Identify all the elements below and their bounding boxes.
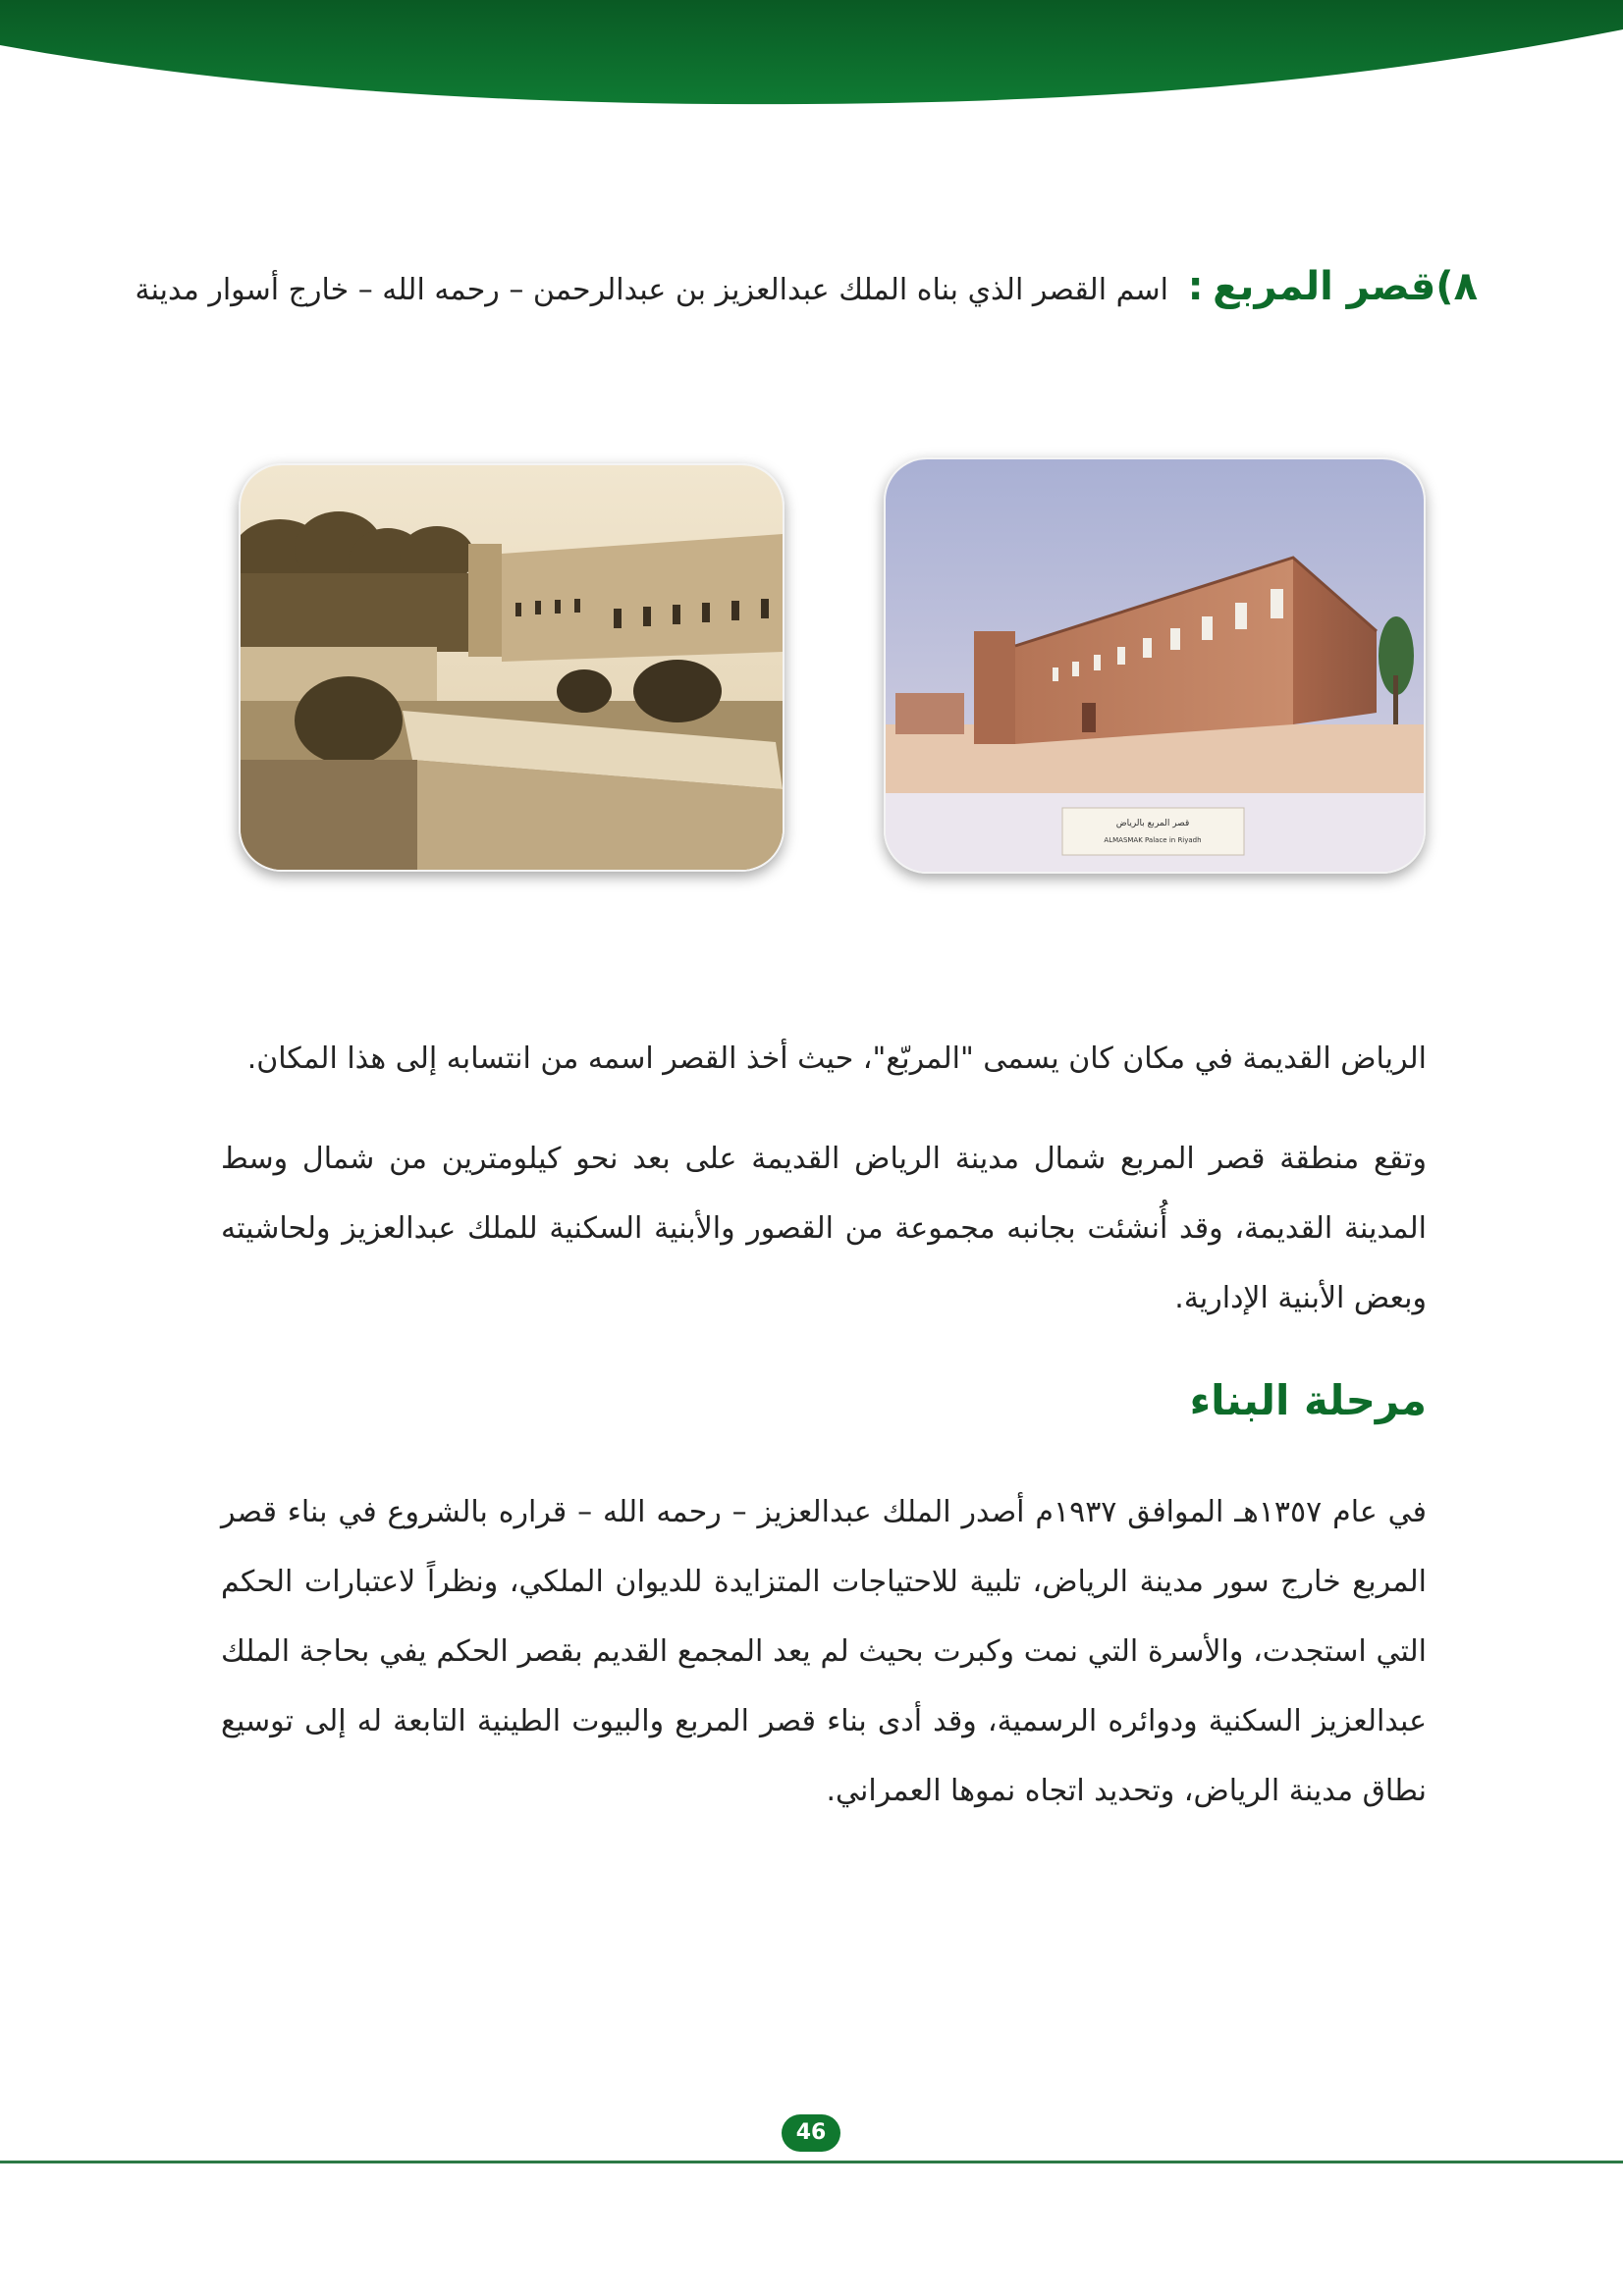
photo-caption-english: ALMASMAK Palace in Riyadh xyxy=(1104,836,1202,844)
palace-historic-photo xyxy=(239,463,784,872)
item-description: اسم القصر الذي بناه الملك عبدالعزيز بن عبدالرحمن – رحمه الله – خارج أسوار مدينة xyxy=(135,273,1169,307)
top-decorative-band xyxy=(0,0,1623,118)
photo-caption-arabic: قصر المربع بالرياض xyxy=(1115,819,1190,828)
section-heading-construction: مرحلة البناء xyxy=(1189,1376,1427,1424)
page-number: 46 xyxy=(782,2114,840,2152)
footer-rule xyxy=(0,2161,1623,2163)
palace-color-photo xyxy=(884,457,1426,874)
item-colon: : xyxy=(1187,264,1204,309)
item-title: قصر المربع xyxy=(1213,264,1436,309)
paragraph-construction: في عام ١٣٥٧هـ الموافق ١٩٣٧م أصدر الملك عبدالعزيز – رحمه الله – قراره بالشروع في بناء قصر المربع خارج سور مدينة الرياض، تلبية للاحتياجات المتزايدة للديوان الملكي، ونظراً لاعتبارات الحكم التي استجدت، والأسرة التي نمت وكبرت بحيث لم يعد المجمع القديم بقصر الحكم يفي بحاجة الملك عبدالعزيز السكنية ودوائره الرسمية، وقد أدى بناء قصر المربع والبيوت الطينية التابعة له إلى توسيع نطاق مدينة الرياض، وتحديد اتجاه نموها العمراني. xyxy=(221,1495,1427,1808)
item-heading xyxy=(135,257,1478,320)
paragraph-intro-continuation: الرياض القديمة في مكان كان يسمى "المربّع"، حيث أخذ القصر اسمه من انتسابه إلى هذا المكان. xyxy=(246,1041,1427,1076)
paragraph-location: وتقع منطقة قصر المربع شمال مدينة الرياض القديمة على بعد نحو كيلومترين من شمال وسط المدينة القديمة، وقد أُنشئت بجانبه مجموعة من القصور والأبنية السكنية للملك عبدالعزيز ولحاشيته وبعض الأبنية الإدارية. xyxy=(221,1142,1427,1315)
item-number: ٨) xyxy=(1435,264,1478,309)
